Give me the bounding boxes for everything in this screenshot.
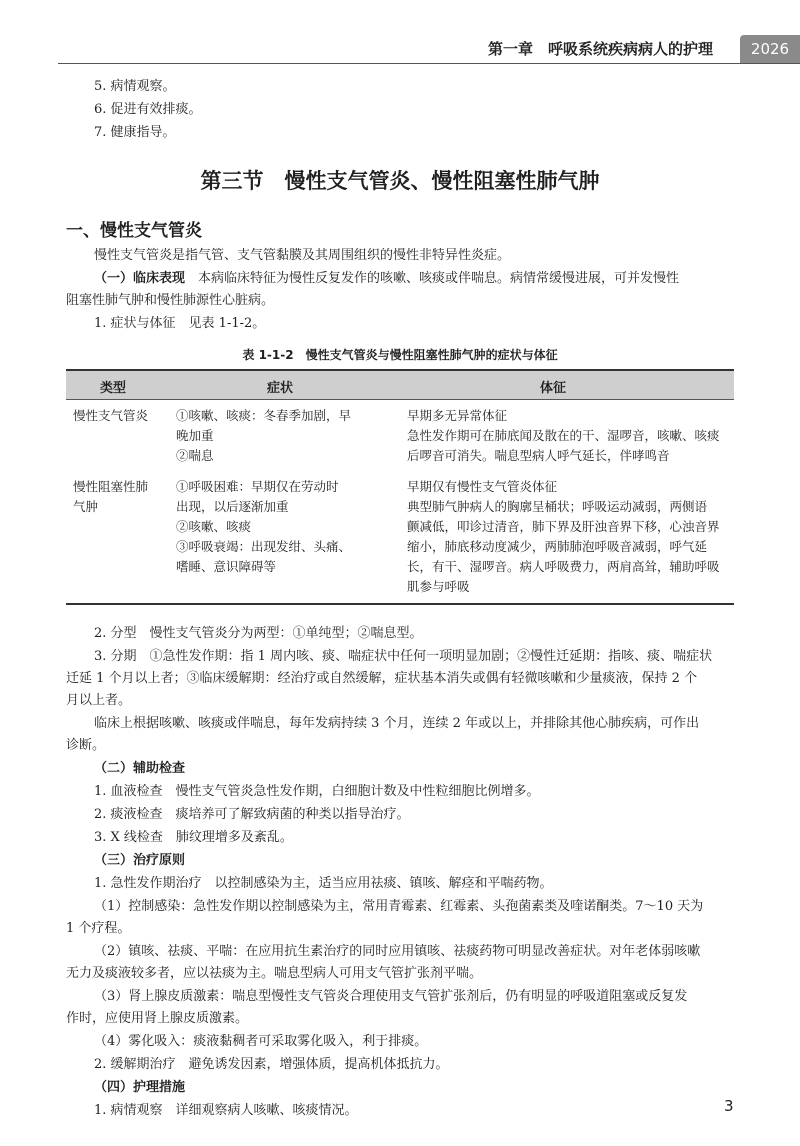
table-cell: 嗜睡、意识障碍等 <box>176 559 277 574</box>
heading-chronic-bronchitis: 一、慢性支气管炎 <box>66 221 202 241</box>
table-header-type: 类型 <box>100 381 127 396</box>
table-cell: ①呼吸困难：早期仅在劳动时 <box>176 479 339 494</box>
treatment-sub: （3）肾上腺皮质激素：喘息型慢性支气管炎合理使用支气管扩张剂后，仍有明显的呼吸道阻塞或反复发 <box>94 989 688 1004</box>
treatment-item: 1. 急性发作期治疗 以控制感染为主，适当应用祛痰、镇咳、解痉和平喘药物。 <box>94 876 553 891</box>
table-bottom-rule <box>66 603 734 605</box>
table-cell: ②咳嗽、咳痰 <box>176 519 252 534</box>
treatment-sub: （2）镇咳、祛痰、平喘：在应用抗生素治疗的同时应用镇咳、祛痰药物可明显改善症状。对年老体弱咳嗽 <box>94 944 701 959</box>
table-cell: 早期仅有慢性支气管炎体征 <box>407 479 558 494</box>
treatment-sub: 无力及痰液较多者，应以祛痰为主。喘息型病人可用支气管扩张剂平喘。 <box>66 966 483 981</box>
table-header-rule <box>66 399 734 400</box>
treatment-item: 2. 缓解期治疗 避免诱发因素，增强体质，提高机体抵抗力。 <box>94 1057 449 1072</box>
classification-line: 2. 分型 慢性支气管炎分为两型：①单纯型；②喘息型。 <box>94 626 423 641</box>
table-caption: 表 1-1-2 慢性支气管炎与慢性阻塞性肺气肿的症状与体征 <box>242 348 558 362</box>
aux-exam-item: 3. X 线检查 肺纹理增多及紊乱。 <box>94 830 293 845</box>
list-item: 5. 病情观察。 <box>94 79 176 94</box>
table-cell: 出现，以后逐渐加重 <box>176 499 289 514</box>
header-rule <box>58 63 800 64</box>
table-cell: 晚加重 <box>176 428 214 443</box>
list-item: 6. 促进有效排痰。 <box>94 102 202 117</box>
nursing-label: （四）护理措施 <box>94 1080 186 1095</box>
clinical-line: （一）临床表现 本病临床特征为慢性反复发作的咳嗽、咳痰或伴喘息。病情常缓慢进展，可并发慢性 <box>94 271 680 286</box>
staging-line: 3. 分期 ①急性发作期：指 1 周内咳、痰、喘症状中任何一项明显加剧；②慢性迁延期：指咳、痰、喘症状 <box>94 649 713 664</box>
page-number: 3 <box>724 1097 734 1115</box>
table-cell: 气肿 <box>73 499 99 514</box>
running-header-title: 第一章 呼吸系统疾病病人的护理 <box>488 40 714 58</box>
section-title: 第三节 慢性支气管炎、慢性阻塞性肺气肿 <box>200 168 600 193</box>
table-cell: 缩小，肺底移动度减少，两肺肺泡呼吸音减弱，呼气延 <box>407 539 708 554</box>
table-cell: 慢性阻塞性肺 <box>73 479 149 494</box>
treatment-sub: 1 个疗程。 <box>66 921 131 936</box>
table-cell: 早期多无异常体征 <box>407 408 508 423</box>
clinical-label: （一）临床表现 <box>94 271 186 286</box>
table-header-band <box>66 371 734 399</box>
intro-paragraph: 慢性支气管炎是指气管、支气管黏膜及其周围组织的慢性非特异性炎症。 <box>94 248 511 263</box>
table-cell: 慢性支气管炎 <box>73 408 149 423</box>
treatment-sub: （1）控制感染：急性发作期以控制感染为主，常用青霉素、红霉素、头孢菌素类及喹诺酮类。7～10 天为 <box>94 899 704 914</box>
table-cell: 后啰音可消失。喘息型病人呼气延长，伴哮鸣音 <box>407 448 670 463</box>
table-header-signs: 体征 <box>540 381 567 396</box>
table-cell: 典型肺气肿病人的胸廓呈桶状；呼吸运动减弱，两侧语 <box>407 499 708 514</box>
clinical-line: 阻塞性肺气肿和慢性肺源性心脏病。 <box>66 293 275 308</box>
table-cell: 肌参与呼吸 <box>407 579 470 594</box>
treatment-sub: 作时，应使用肾上腺皮质激素。 <box>66 1011 249 1026</box>
aux-exam-label: （二）辅助检查 <box>94 761 186 776</box>
table-cell: ①咳嗽、咳痰：冬春季加剧，早 <box>176 408 352 423</box>
diagnosis-line: 诊断。 <box>66 738 106 753</box>
table-header-symptoms: 症状 <box>267 381 294 396</box>
table-cell: ②喘息 <box>176 448 214 463</box>
treatment-label: （三）治疗原则 <box>94 853 186 868</box>
treatment-sub: （4）雾化吸入：痰液黏稠者可采取雾化吸入，利于排痰。 <box>94 1034 428 1049</box>
table-cell: 长，有干、湿啰音。病人呼吸费力，两肩高耸，辅助呼吸 <box>407 559 720 574</box>
staging-line: 迁延 1 个月以上者；③临床缓解期：经治疗或自然缓解，症状基本消失或偶有轻微咳嗽和少量痰液，保持 2 个 <box>66 671 698 686</box>
table-cell: 颤减低，叩诊过清音，肺下界及肝浊音界下移，心浊音界 <box>407 519 720 534</box>
diagnosis-line: 临床上根据咳嗽、咳痰或伴喘息，每年发病持续 3 个月，连续 2 年或以上，并排除其他心肺疾病，可作出 <box>94 716 700 731</box>
table-cell: ③呼吸衰竭：出现发绀、头痛、 <box>176 539 352 554</box>
table-cell: 急性发作期可在肺底闻及散在的干、湿啰音，咳嗽、咳痰 <box>407 428 720 443</box>
aux-exam-item: 1. 血液检查 慢性支气管炎急性发作期，白细胞计数及中性粒细胞比例增多。 <box>94 784 540 799</box>
year-badge: 2026 <box>740 35 800 63</box>
clinical-item: 1. 症状与体征 见表 1-1-2。 <box>94 316 266 331</box>
aux-exam-item: 2. 痰液检查 痰培养可了解致病菌的种类以指导治疗。 <box>94 807 410 822</box>
staging-line: 月以上者。 <box>66 693 132 708</box>
list-item: 7. 健康指导。 <box>94 125 176 140</box>
nursing-item: 1. 病情观察 详细观察病人咳嗽、咳痰情况。 <box>94 1103 358 1118</box>
